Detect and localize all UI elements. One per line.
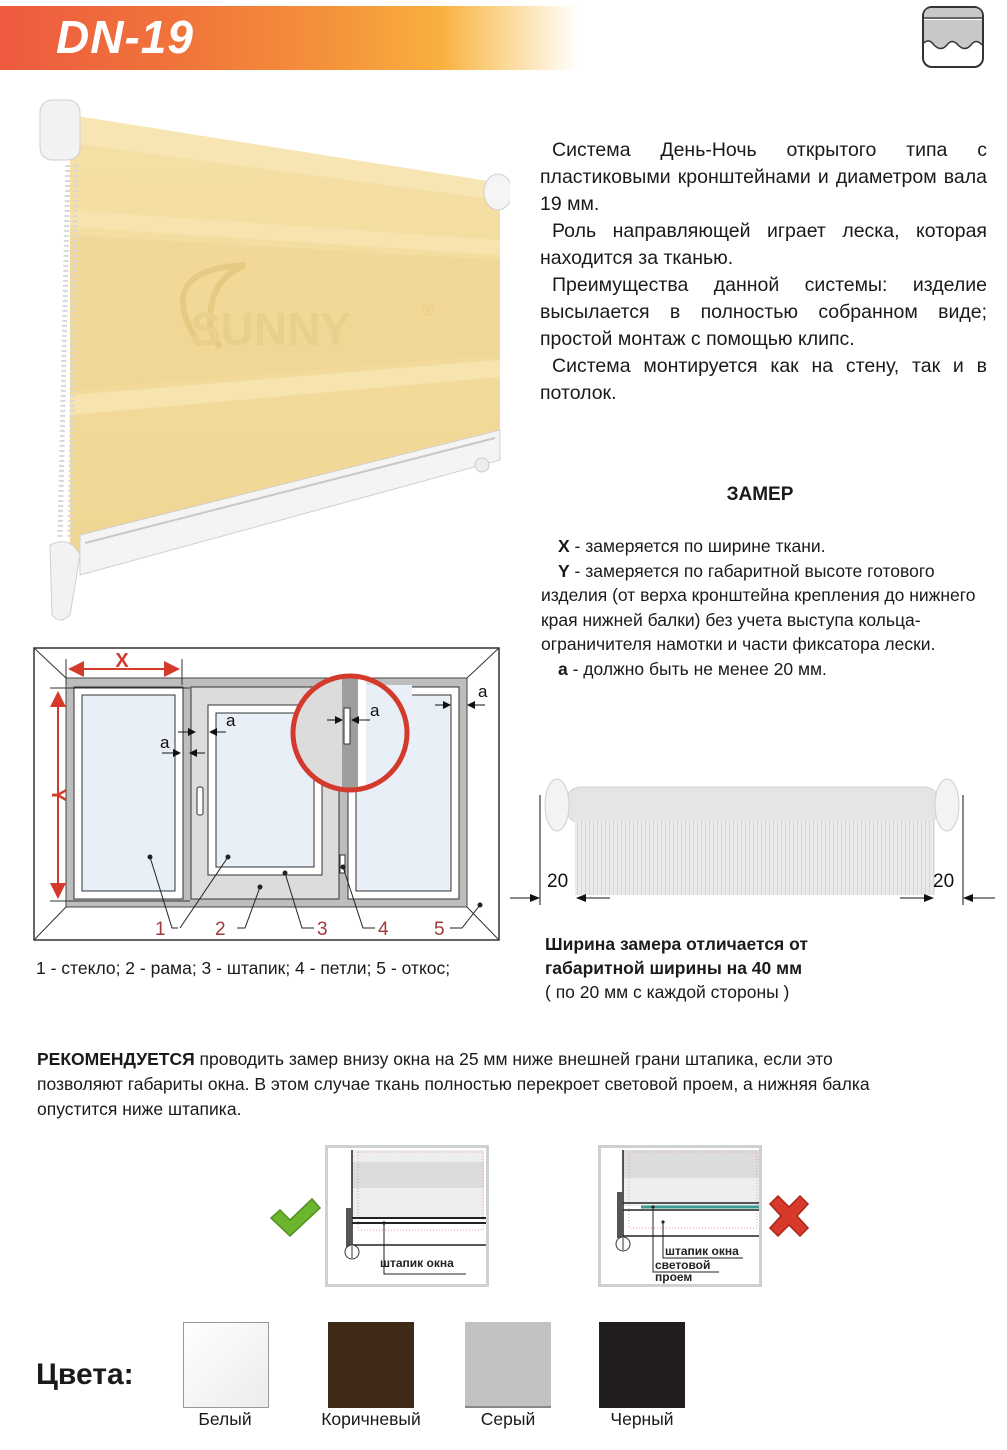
light-opening-label: световой <box>655 1258 711 1272</box>
a-label: a <box>370 701 380 720</box>
measurement-title: ЗАМЕР <box>726 484 794 505</box>
callout-4: 4 <box>378 919 389 940</box>
x-dimension-label: X <box>115 650 129 672</box>
registered-mark: ® <box>422 302 434 319</box>
color-swatch-white[interactable] <box>183 1322 269 1408</box>
callout-2: 2 <box>215 919 226 940</box>
callout-3: 3 <box>317 919 328 940</box>
callout-5: 5 <box>434 919 445 940</box>
left-offset-label: 20 <box>547 871 569 892</box>
window-handle <box>197 787 203 815</box>
color-label: Белый <box>198 1409 252 1429</box>
light-opening-label: проем <box>655 1270 693 1284</box>
day-night-blind-icon <box>921 5 985 69</box>
colors-title: Цвета: <box>36 1358 134 1391</box>
width-note-line: Ширина замера отличается от <box>545 934 808 954</box>
color-swatch-grey[interactable] <box>465 1322 551 1408</box>
color-swatch-brown[interactable] <box>328 1322 414 1408</box>
glazing-bead-label: штапик окна <box>665 1244 739 1258</box>
recommendation-text <box>37 1047 897 1122</box>
intro-paragraph: Преимущества данной системы: изделие высылается в полностью собранном виде; простой монтаж с помощью клипс. <box>540 274 987 350</box>
measurement-text <box>541 534 981 681</box>
a-description: - должно быть не менее 20 мм. <box>567 658 827 679</box>
intro-paragraph: Система монтируется как на стену, так и в потолок. <box>540 355 987 404</box>
brand-watermark: SUNNY <box>190 303 352 355</box>
a-label: a <box>226 711 236 730</box>
window-legend: 1 - стекло; 2 - рама; 3 - штапик; 4 - петли; 5 - откос; <box>36 958 451 978</box>
product-photo <box>30 95 510 630</box>
a-label: a <box>478 682 488 701</box>
a-key: а <box>558 658 568 679</box>
bead-chain <box>60 165 68 540</box>
intro-paragraph: Система День-Ночь открытого типа с пластиковыми кронштейнами и диаметром вала 19 мм. <box>540 139 987 215</box>
x-description: - замеряется по ширине ткани. <box>569 536 826 556</box>
page-title: DN-19 <box>56 11 194 63</box>
cross-icon <box>766 1194 812 1238</box>
width-note <box>545 932 808 1004</box>
check-icon <box>268 1196 322 1238</box>
width-note-line: габаритной ширины на 40 мм <box>545 958 803 978</box>
end-cap <box>50 542 80 620</box>
roller-tube <box>565 787 940 823</box>
intro-paragraph: Роль направляющей играет леска, которая находится за тканью. <box>540 220 987 269</box>
roller-diagram <box>505 765 1000 915</box>
color-label: Коричневый <box>321 1409 421 1429</box>
a-label: a <box>160 733 170 752</box>
width-note-line: ( по 20 мм с каждой стороны ) <box>545 982 790 1002</box>
y-description: - замеряется по габаритной высоте готового изделия (от верха кронштейна крепления до нижнего края нижней балки) без учета выступа кольца-ограничителя намотки и части фиксатора лески. <box>541 560 976 654</box>
left-bracket <box>40 100 80 160</box>
color-swatch-black[interactable] <box>599 1322 685 1408</box>
color-label: Серый <box>480 1409 536 1429</box>
right-offset-label: 20 <box>933 871 955 892</box>
recommendation-keyword: РЕКОМЕНДУЕТСЯ <box>37 1049 195 1069</box>
window-diagram <box>30 645 505 945</box>
y-dimension-label: Y <box>47 788 69 802</box>
intro-text <box>540 137 987 407</box>
correct-example <box>325 1145 489 1287</box>
x-key: X <box>558 536 570 556</box>
glazing-bead-label: штапик окна <box>380 1256 454 1270</box>
y-key: Y <box>558 560 570 581</box>
callout-1: 1 <box>155 919 166 940</box>
recommendation-body: проводить замер внизу окна на 25 мм ниже внешней грани штапика, если это позволяют габариты окна. В этом случае ткань полностью перекроет световой проем, а нижняя балка опустится ниже штапика. <box>37 1049 870 1119</box>
roller-fabric <box>575 820 935 895</box>
right-bracket <box>484 174 510 210</box>
color-label: Черный <box>610 1409 674 1429</box>
incorrect-example <box>598 1145 762 1287</box>
